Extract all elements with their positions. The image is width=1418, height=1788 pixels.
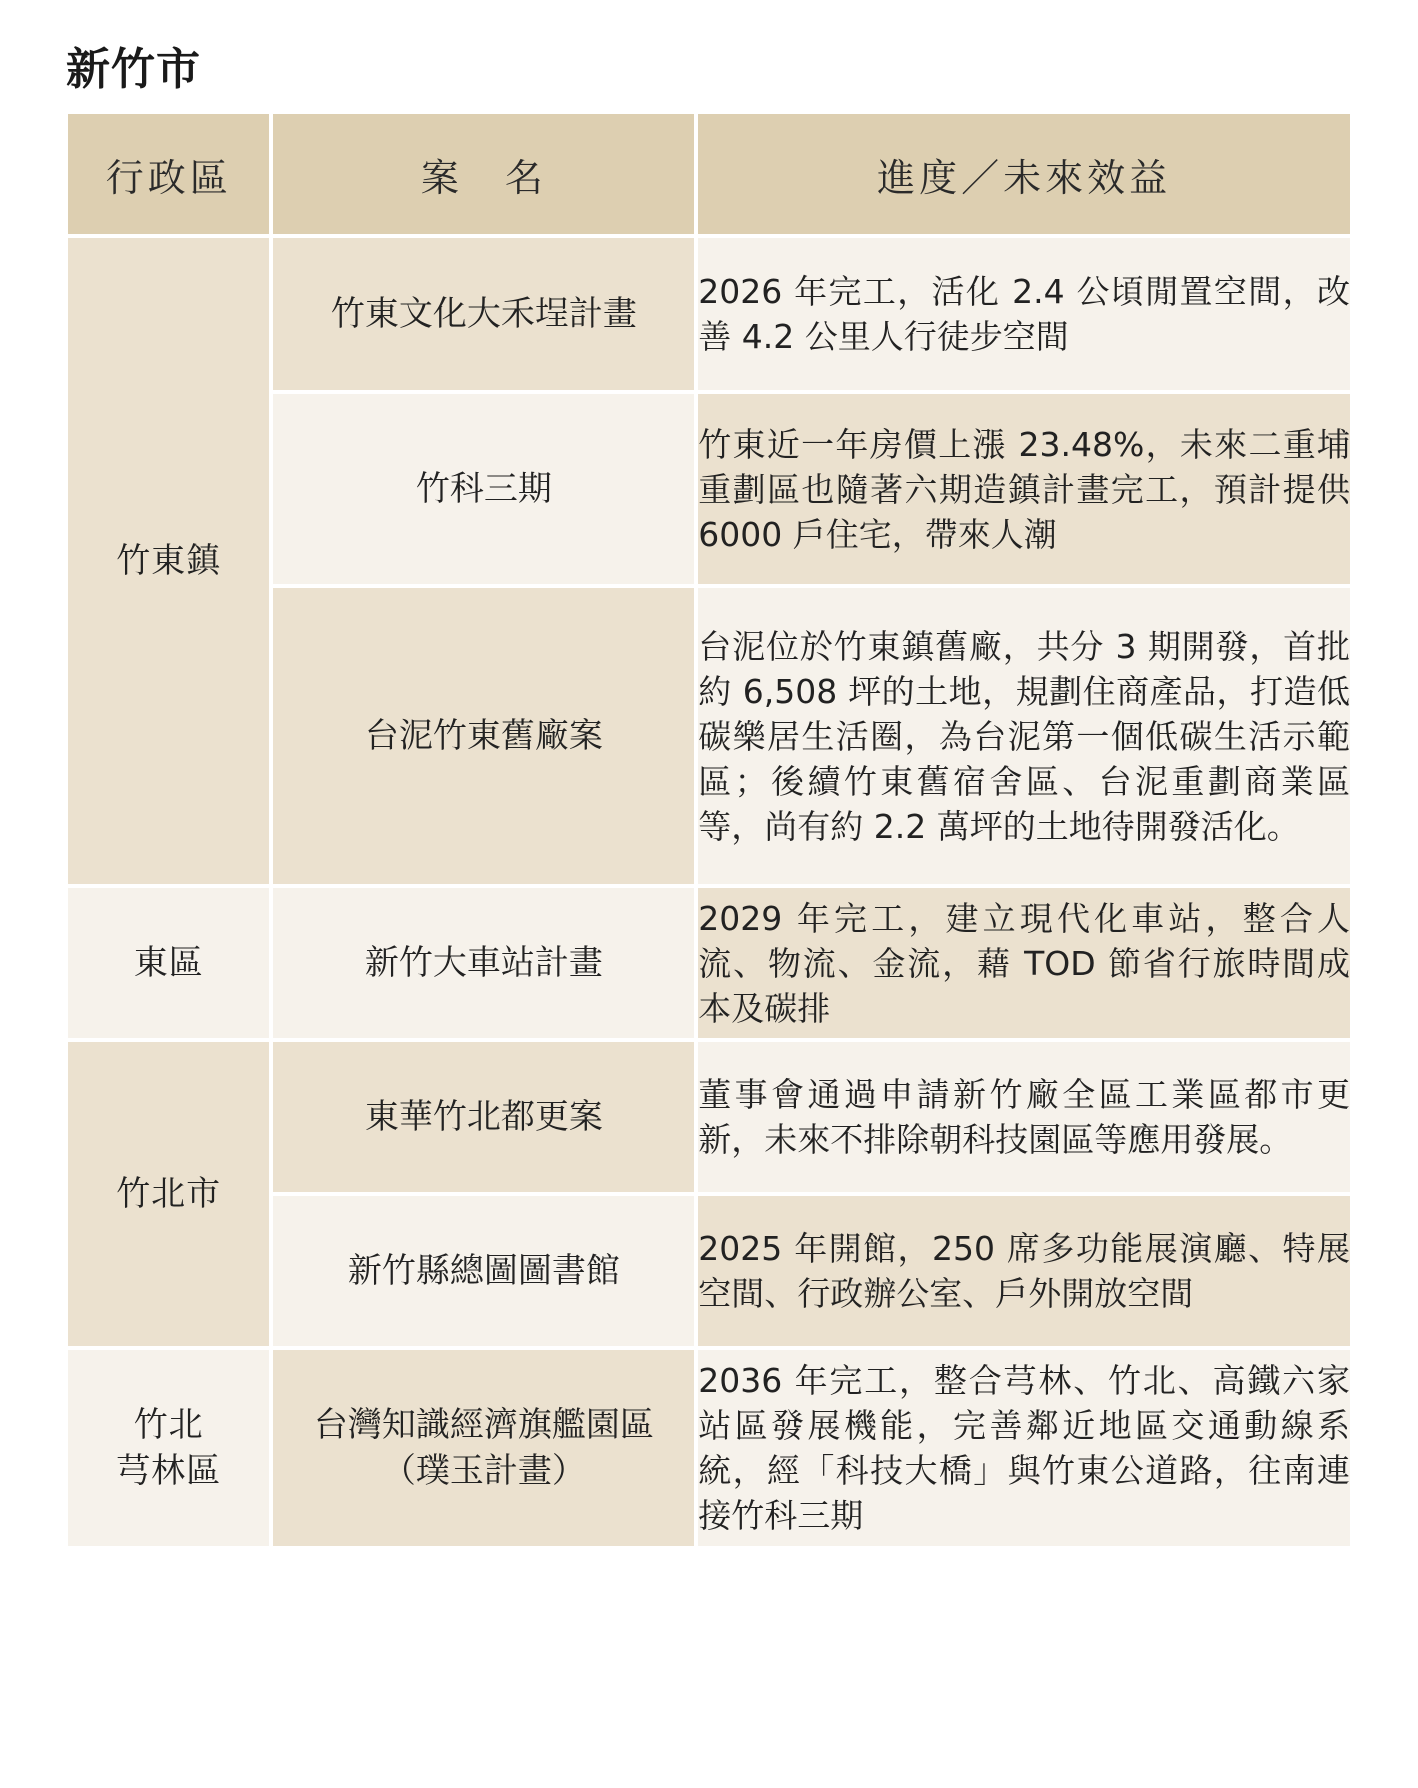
benefit-cell: 2026 年完工，活化 2.4 公頃閒置空間，改善 4.2 公里人行徒步空間 [698, 238, 1350, 390]
district-cell: 竹東鎮 [68, 238, 269, 884]
district-cell: 竹北 芎林區 [68, 1350, 269, 1546]
table-row [68, 238, 1350, 390]
table-row [68, 1042, 1350, 1192]
project-cell: 新竹大車站計畫 [273, 888, 694, 1038]
benefit-cell: 竹東近一年房價上漲 23.48%，未來二重埔重劃區也隨著六期造鎮計畫完工，預計提供 6000 戶住宅，帶來人潮 [698, 394, 1350, 584]
project-cell: 台泥竹東舊廠案 [273, 588, 694, 884]
table-row [68, 1350, 1350, 1546]
benefit-cell: 2025 年開館，250 席多功能展演廳、特展空間、行政辦公室、戶外開放空間 [698, 1196, 1350, 1346]
benefit-cell: 董事會通過申請新竹廠全區工業區都市更新，未來不排除朝科技園區等應用發展。 [698, 1042, 1350, 1192]
table-row [68, 888, 1350, 1038]
project-cell: 竹東文化大禾埕計畫 [273, 238, 694, 390]
project-cell: 竹科三期 [273, 394, 694, 584]
header-benefit: 進度／未來效益 [698, 114, 1350, 234]
header-row [68, 114, 1350, 234]
district-cell: 竹北市 [68, 1042, 269, 1346]
header-project: 案 名 [273, 114, 694, 234]
project-cell: 東華竹北都更案 [273, 1042, 694, 1192]
benefit-cell: 台泥位於竹東鎮舊廠，共分 3 期開發，首批約 6,508 坪的土地，規劃住商產品，打造低碳樂居生活圈，為台泥第一個低碳生活示範區；後續竹東舊宿舍區、台泥重劃商業區等，尚有約 2.2 萬坪的土地待開發活化。 [698, 588, 1350, 884]
district-cell: 東區 [68, 888, 269, 1038]
project-cell: 新竹縣總圖圖書館 [273, 1196, 694, 1346]
page-title: 新竹市 [66, 44, 201, 95]
header-district: 行政區 [68, 114, 269, 234]
project-cell: 台灣知識經濟旗艦園區 （璞玉計畫） [273, 1350, 694, 1546]
project-table [64, 110, 1354, 1550]
benefit-cell: 2029 年完工，建立現代化車站，整合人流、物流、金流，藉 TOD 節省行旅時間成本及碳排 [698, 888, 1350, 1038]
benefit-cell: 2036 年完工，整合芎林、竹北、高鐵六家站區發展機能，完善鄰近地區交通動線系統，經「科技大橋」與竹東公道路，往南連接竹科三期 [698, 1350, 1350, 1546]
